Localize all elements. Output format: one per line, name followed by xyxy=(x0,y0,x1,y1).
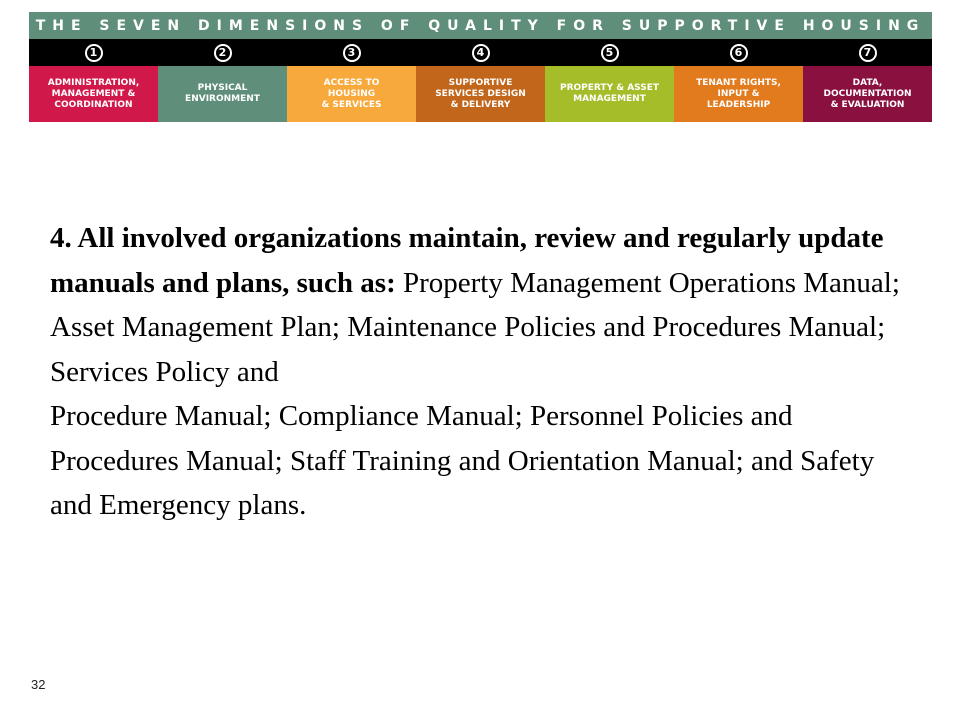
dimension-supportive-services: SUPPORTIVE SERVICES DESIGN & DELIVERY xyxy=(416,66,545,122)
dimension-access-to-housing: ACCESS TO HOUSING & SERVICES xyxy=(287,66,416,122)
seven-dimensions-banner xyxy=(29,12,932,122)
dimension-number-2: 2 xyxy=(214,44,232,62)
dimension-data-documentation: DATA, DOCUMENTATION & EVALUATION xyxy=(803,66,932,122)
dimension-number-6: 6 xyxy=(730,44,748,62)
dimension-physical-environment: PHYSICAL ENVIRONMENT xyxy=(158,66,287,122)
paragraph-text-2: Procedure Manual; Compliance Manual; Personnel Policies and Procedures Manual; Staff Training and Orientation Manual; and Safety and Emergency plans. xyxy=(50,400,875,521)
dimension-numbers-row xyxy=(29,39,932,66)
dimension-number-5: 5 xyxy=(601,44,619,62)
dimension-tenant-rights: TENANT RIGHTS, INPUT & LEADERSHIP xyxy=(674,66,803,122)
dimension-property-asset: PROPERTY & ASSET MANAGEMENT xyxy=(545,66,674,122)
banner-title: THE SEVEN DIMENSIONS OF QUALITY FOR SUPPORTIVE HOUSING xyxy=(29,12,932,39)
page-number: 32 xyxy=(31,677,46,692)
dimension-number-4: 4 xyxy=(472,44,490,62)
dimension-number-1: 1 xyxy=(85,44,103,62)
dimension-labels-row xyxy=(29,66,932,122)
paragraph-text-1: Property Management Operations Manual; Asset Management Plan; Maintenance Policies and Procedures Manual; Services Policy and xyxy=(50,266,900,388)
dimension-number-3: 3 xyxy=(343,44,361,62)
dimension-administration: ADMINISTRATION, MANAGEMENT & COORDINATION xyxy=(29,66,158,122)
main-paragraph xyxy=(50,216,920,528)
dimension-number-7: 7 xyxy=(859,44,877,62)
paragraph-bold-lead: 4. All involved organizations maintain, review and regularly update manuals and plans, such as: xyxy=(50,222,884,299)
